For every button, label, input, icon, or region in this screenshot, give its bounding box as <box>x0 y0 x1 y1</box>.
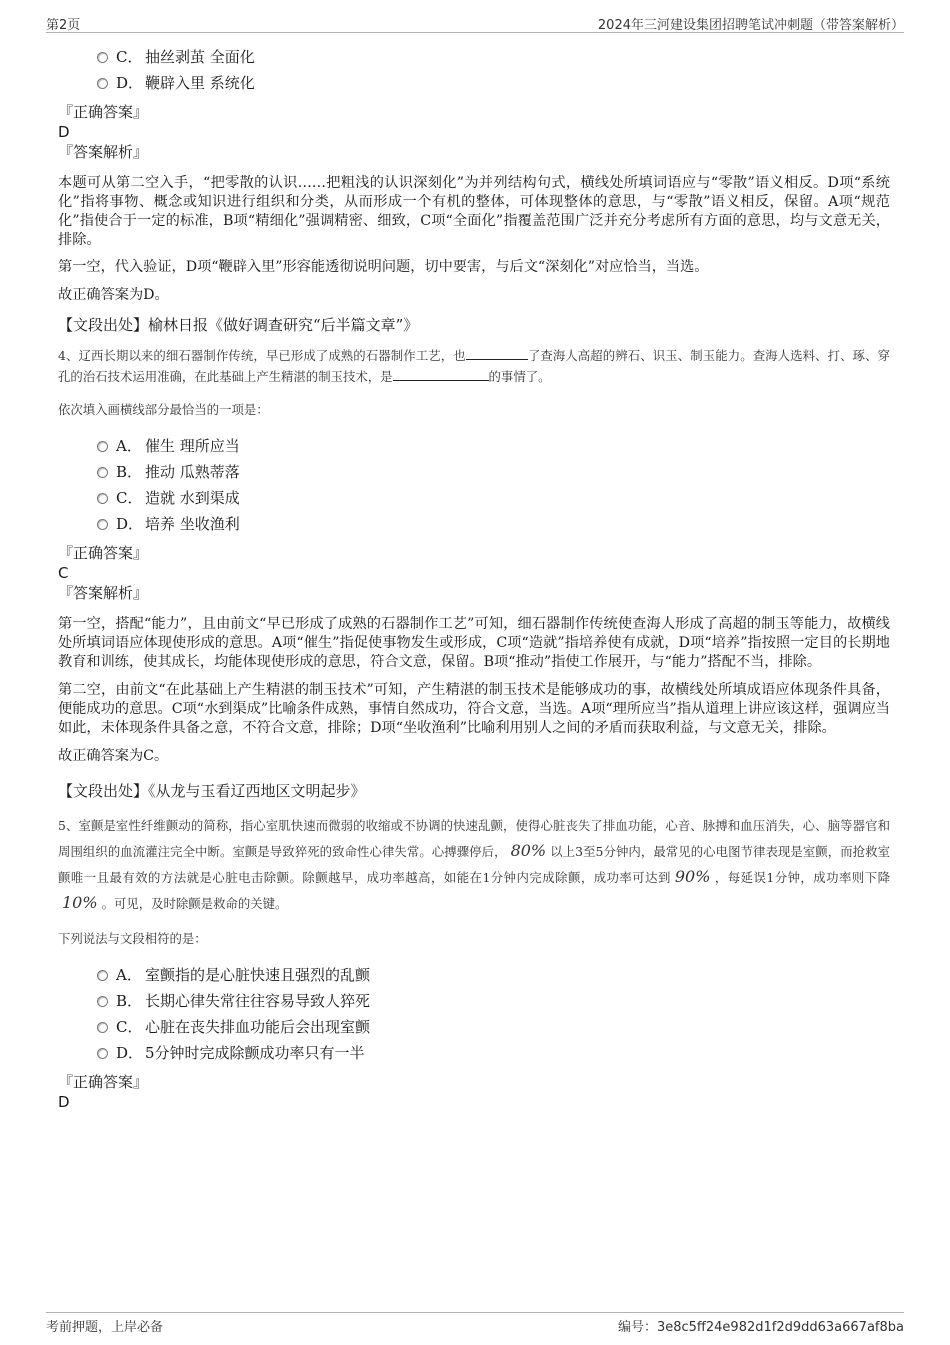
source-note: 【文段出处】《从龙与玉看辽西地区文明起步》 <box>58 782 366 800</box>
answer-label: 『正确答案』 <box>58 103 149 121</box>
question-prompt: 下列说法与文段相符的是： <box>58 931 207 946</box>
q3-options <box>58 44 890 96</box>
radio-button[interactable] <box>97 1048 108 1059</box>
analysis-label: 『答案解析』 <box>58 584 149 602</box>
analysis-conclusion: 故正确答案为C。 <box>58 748 169 764</box>
q3-option-d[interactable]: D． 鞭辟入里 系统化 <box>58 70 890 96</box>
page-number: 第2页 <box>46 18 81 33</box>
q3-option-c[interactable]: C． 抽丝剥茧 全面化 <box>58 44 890 70</box>
answer-value: D <box>58 123 70 141</box>
q5-options <box>58 962 890 1066</box>
radio-button[interactable] <box>97 441 108 452</box>
radio-button[interactable] <box>97 78 108 89</box>
page-content <box>58 44 890 1112</box>
analysis-paragraph: 本题可从第二空入手，“把零散的认识……把粗浅的认识深刻化”为并列结构句式，横线处所填词语应与“零散”语义相反。D项“系统化”指将事物、概念或知识进行组织和分类，从而形成一个有机的整体，可体现整体的意思，与“零散”语义相反，保留。A项“规范化”指使合于一定的标准，B项“精细化”强调精密、细致，C项“全面化”指覆盖范围广泛并充分考虑所有方面的意思，均与文意无关，排除。 <box>58 175 890 248</box>
radio-button[interactable] <box>97 52 108 63</box>
analysis-paragraph: 第二空，由前文“在此基础上产生精湛的制玉技术”可知，产生精湛的制玉技术是能够成功的事，故横线处所填成语应体现条件具备，便能成功的意思。C项“水到渠成”比喻条件成熟，事情自然成功，符合文意，当选。A项“理所应当”指从道理上讲应该这样，强调应当如此，未体现条件具备之意，不符合文意，排除；D项“坐收渔利”比喻利用别人之间的矛盾而获取利益，与文意无关，排除。 <box>58 682 890 736</box>
source-note: 【文段出处】榆林日报《做好调查研究“后半篇文章”》 <box>58 316 419 334</box>
question-prompt: 依次填入画横线部分最恰当的一项是： <box>58 402 269 417</box>
radio-button[interactable] <box>97 467 108 478</box>
radio-button[interactable] <box>97 1022 108 1033</box>
analysis-conclusion: 故正确答案为D。 <box>58 287 169 303</box>
q5-option-c[interactable]: C． 心脏在丧失排血功能后会出现室颤 <box>58 1014 890 1040</box>
document-title: 2024年三河建设集团招聘笔试冲刺题（带答案解析） <box>597 18 904 33</box>
answer-label: 『正确答案』 <box>58 544 149 562</box>
percent-10: 10% <box>62 893 98 912</box>
analysis-label: 『答案解析』 <box>58 143 149 161</box>
document-id: 编号：3e8c5ff24e982d1f2d9dd63a667af8ba <box>617 1320 904 1335</box>
radio-button[interactable] <box>97 970 108 981</box>
q4-option-a[interactable]: A． 催生 理所应当 <box>58 433 890 459</box>
footer-slogan: 考前押题，上岸必备 <box>46 1320 164 1335</box>
percent-80: 80% <box>510 841 547 860</box>
radio-button[interactable] <box>97 493 108 504</box>
q5-option-b[interactable]: B． 长期心律失常往往容易导致人猝死 <box>58 988 890 1014</box>
analysis-paragraph: 第一空，代入验证，D项“鞭辟入里”形容能透彻说明问题，切中要害，与后文“深刻化”对应恰当，当选。 <box>58 259 709 275</box>
radio-button[interactable] <box>97 996 108 1007</box>
question-stem: 4、辽西长期以来的细石器制作传统，早已形成了成熟的石器制作工艺，也 了查海人高超的辨石、识玉、制玉能力。查海人选料、打、琢、穿孔的治石技术运用准确，在此基础上产生精湛的制玉技术，是 的事情了。 <box>58 345 890 387</box>
page-footer <box>46 1312 904 1333</box>
question-stem: 5、室颤是室性纤维颤动的简称，指心室肌快速而微弱的收缩或不协调的快速乱颤，使得心脏丧失了排血功能，心音、脉搏和血压消失，心、脑等器官和周围组织的血流灌注完全中断。室颤是导致猝死的致命性心律失常。心搏骤停后， 80% 以上3至5分钟内，最常见的心电图节律表现是室颤，而抢救室颤唯一且最有效的方法就是心脏电击除颤。除颤越早，成功率越高，如能在1分钟内完成除颤，成功率可达到 90% ，每延误1分钟，成功率则下降10% 。可见，及时除颤是救命的关键。 <box>58 818 890 912</box>
q4-option-c[interactable]: C． 造就 水到渠成 <box>58 485 890 511</box>
fill-blank <box>466 345 528 360</box>
analysis-paragraph: 第一空，搭配“能力”，且由前文“早已形成了成熟的石器制作工艺”可知，细石器制作传统使查海人形成了高超的制玉等能力，故横线处所填词语应体现使形成的意思。A项“催生”指促使事物发生或形成，C项“造就”指培养使有成就，D项“培养”指按照一定目的长期地教育和训练，使其成长，均能体现使形成的意思，符合文意，保留。B项“推动”指使工作展开，与“能力”搭配不当，排除。 <box>58 616 890 670</box>
q4-options <box>58 433 890 537</box>
q4-option-b[interactable]: B． 推动 瓜熟蒂落 <box>58 459 890 485</box>
page-header <box>46 12 904 33</box>
answer-value: C <box>58 564 69 582</box>
answer-value: D <box>58 1093 70 1111</box>
q5-option-a[interactable]: A． 室颤指的是心脏快速且强烈的乱颤 <box>58 962 890 988</box>
q5-option-d[interactable]: D． 5分钟时完成除颤成功率只有一半 <box>58 1040 890 1066</box>
percent-90: 90% <box>674 867 711 886</box>
q4-option-d[interactable]: D． 培养 坐收渔利 <box>58 511 890 537</box>
answer-label: 『正确答案』 <box>58 1073 149 1091</box>
radio-button[interactable] <box>97 519 108 530</box>
fill-blank <box>393 366 489 381</box>
